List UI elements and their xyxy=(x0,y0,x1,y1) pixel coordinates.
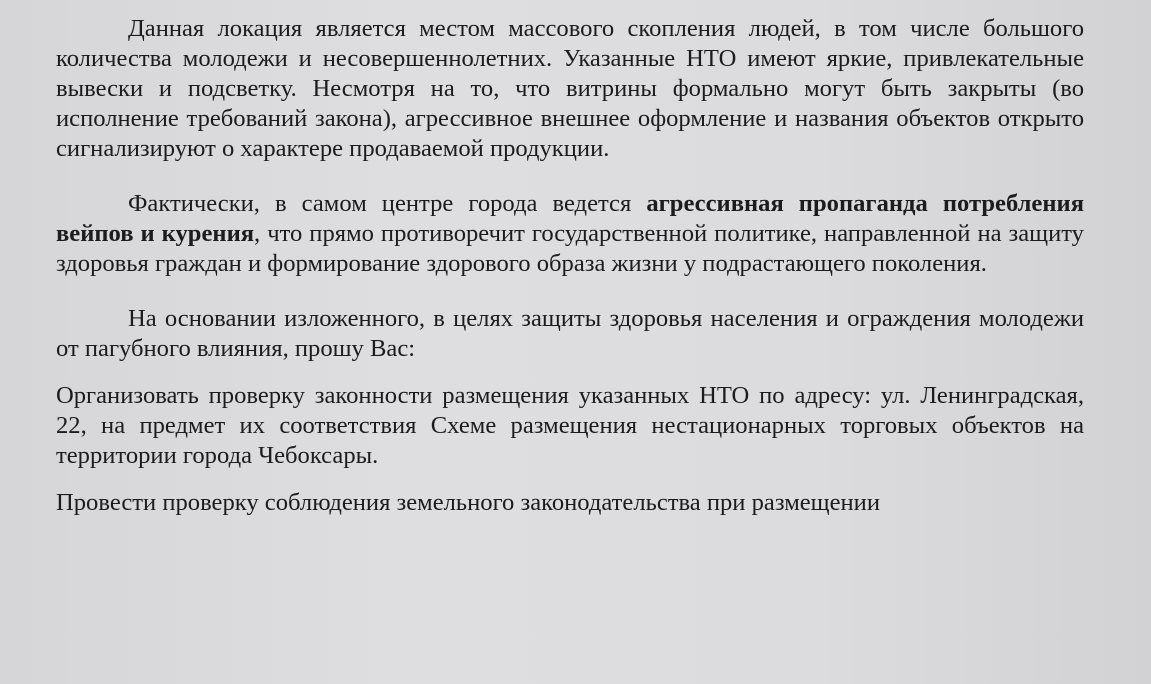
paragraph-propaganda-lead: Фактически, в самом центре города ведется xyxy=(128,190,647,217)
paragraph-propaganda-tail: , что прямо противоречит государственной политике, направленной на защиту здоровья граждан и формирование здорового образа жизни у подрастающего поколения. xyxy=(56,220,1084,277)
paragraph-request-item-1: Организовать проверку законности размещения указанных НТО по адресу: ул. Ленинградская, 22, на предмет их соответствия Схеме размещения нестационарных торговых объектов на территории города Чебоксары. xyxy=(56,382,1084,469)
paragraph-propaganda-emphasis: агрессивная пропаганда потребления вейпов и курения xyxy=(56,190,1084,247)
paragraph-propaganda xyxy=(56,189,1084,279)
paragraph-request-item-2: Провести проверку соблюдения земельного законодательства при размещении xyxy=(56,489,881,516)
paragraph-request-intro: На основании изложенного, в целях защиты здоровья населения и ограждения молодежи от пагубного влияния, прошу Вас: xyxy=(56,305,1084,362)
document-page xyxy=(56,14,1084,518)
paragraph-location-description: Данная локация является местом массового скопления людей, в том числе большого количества молодежи и несовершеннолетних. Указанные НТО имеют яркие, привлекательные вывески и подсветку. Несмотря на то, что витрины формально могут быть закрыты (во исполнение требований закона), агрессивное внешнее оформление и названия объектов открыто сигнализируют о характере продаваемой продукции. xyxy=(56,15,1084,162)
